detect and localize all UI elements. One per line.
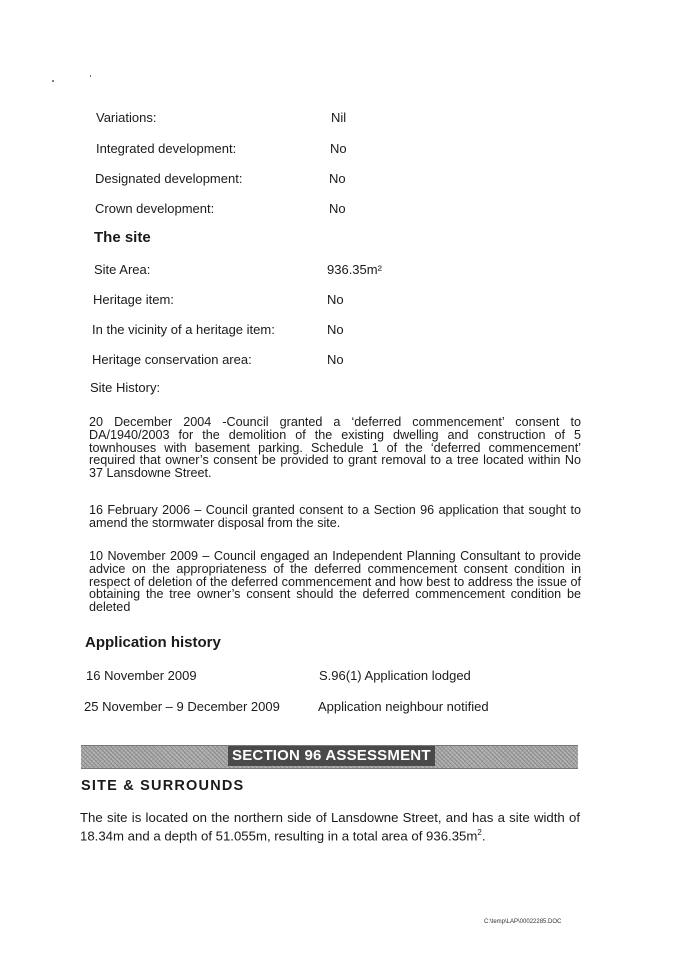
site-row-value: No (327, 292, 344, 307)
detail-value: No (329, 201, 346, 216)
application-event: Application neighbour notified (318, 699, 489, 714)
detail-label: Integrated development: (96, 141, 237, 156)
site-history-paragraph: 10 November 2009 – Council engaged an Independent Planning Consultant to provide advice on the appropriateness of the deferred commencement consent condition in respect of deletion of the deferred commencement and how best to address the issue of obtaining the tree owner’s consent should the deferred commencement condition be deleted (89, 549, 581, 615)
site-row-label: Heritage conservation area: (92, 352, 252, 367)
site-row-label: Heritage item: (93, 292, 174, 307)
site-row-label: In the vicinity of a heritage item: (92, 322, 275, 337)
site-surrounds-paragraph (80, 810, 580, 843)
application-date: 25 November – 9 December 2009 (84, 699, 280, 714)
site-history-paragraph: 20 December 2004 -Council granted a ‘deferred commencement’ consent to DA/1940/2003 for the demolition of the existing dwelling and construction of 5 townhouses with basement parking. Schedule 1 of the ‘deferred commencement’ required that owner’s consent be provided to grant removal to a tree located within No 37 Lansdowne Street. (89, 415, 581, 481)
site-row-value: No (327, 322, 344, 337)
detail-label: Variations: (96, 110, 157, 125)
site-area-label: Site Area: (94, 262, 151, 277)
detail-value: No (330, 141, 347, 156)
application-event: S.96(1) Application lodged (319, 668, 471, 683)
site-history-paragraph: 16 February 2006 – Council granted consent to a Section 96 application that sought to amend the stormwater disposal from the site. (89, 503, 581, 530)
file-path-footer: C:\temp\LAP\00022285.DOC (484, 919, 562, 925)
application-history-heading: Application history (85, 634, 221, 651)
site-heading: The site (94, 229, 151, 246)
detail-label: Crown development: (95, 201, 215, 216)
section-banner-title: SECTION 96 ASSESSMENT (228, 746, 435, 766)
scan-speck (52, 80, 54, 82)
site-surrounds-period: . (481, 828, 486, 844)
scan-speck (90, 75, 91, 77)
site-area-value: 936.35m² (327, 262, 382, 277)
site-row-value: No (327, 352, 344, 367)
detail-value: No (329, 171, 346, 186)
superscript-two: 2 (477, 828, 482, 837)
site-surrounds-text: The site is located on the northern side of Lansdowne Street, and has a site width of 18.34m and a depth of 51.055m, resulting in a total area of 936.35m (80, 810, 580, 844)
site-history-label: Site History: (90, 380, 161, 395)
site-surrounds-heading: SITE & SURROUNDS (81, 778, 245, 794)
detail-value: Nil (331, 110, 347, 125)
application-date: 16 November 2009 (86, 668, 197, 683)
detail-label: Designated development: (95, 171, 243, 186)
